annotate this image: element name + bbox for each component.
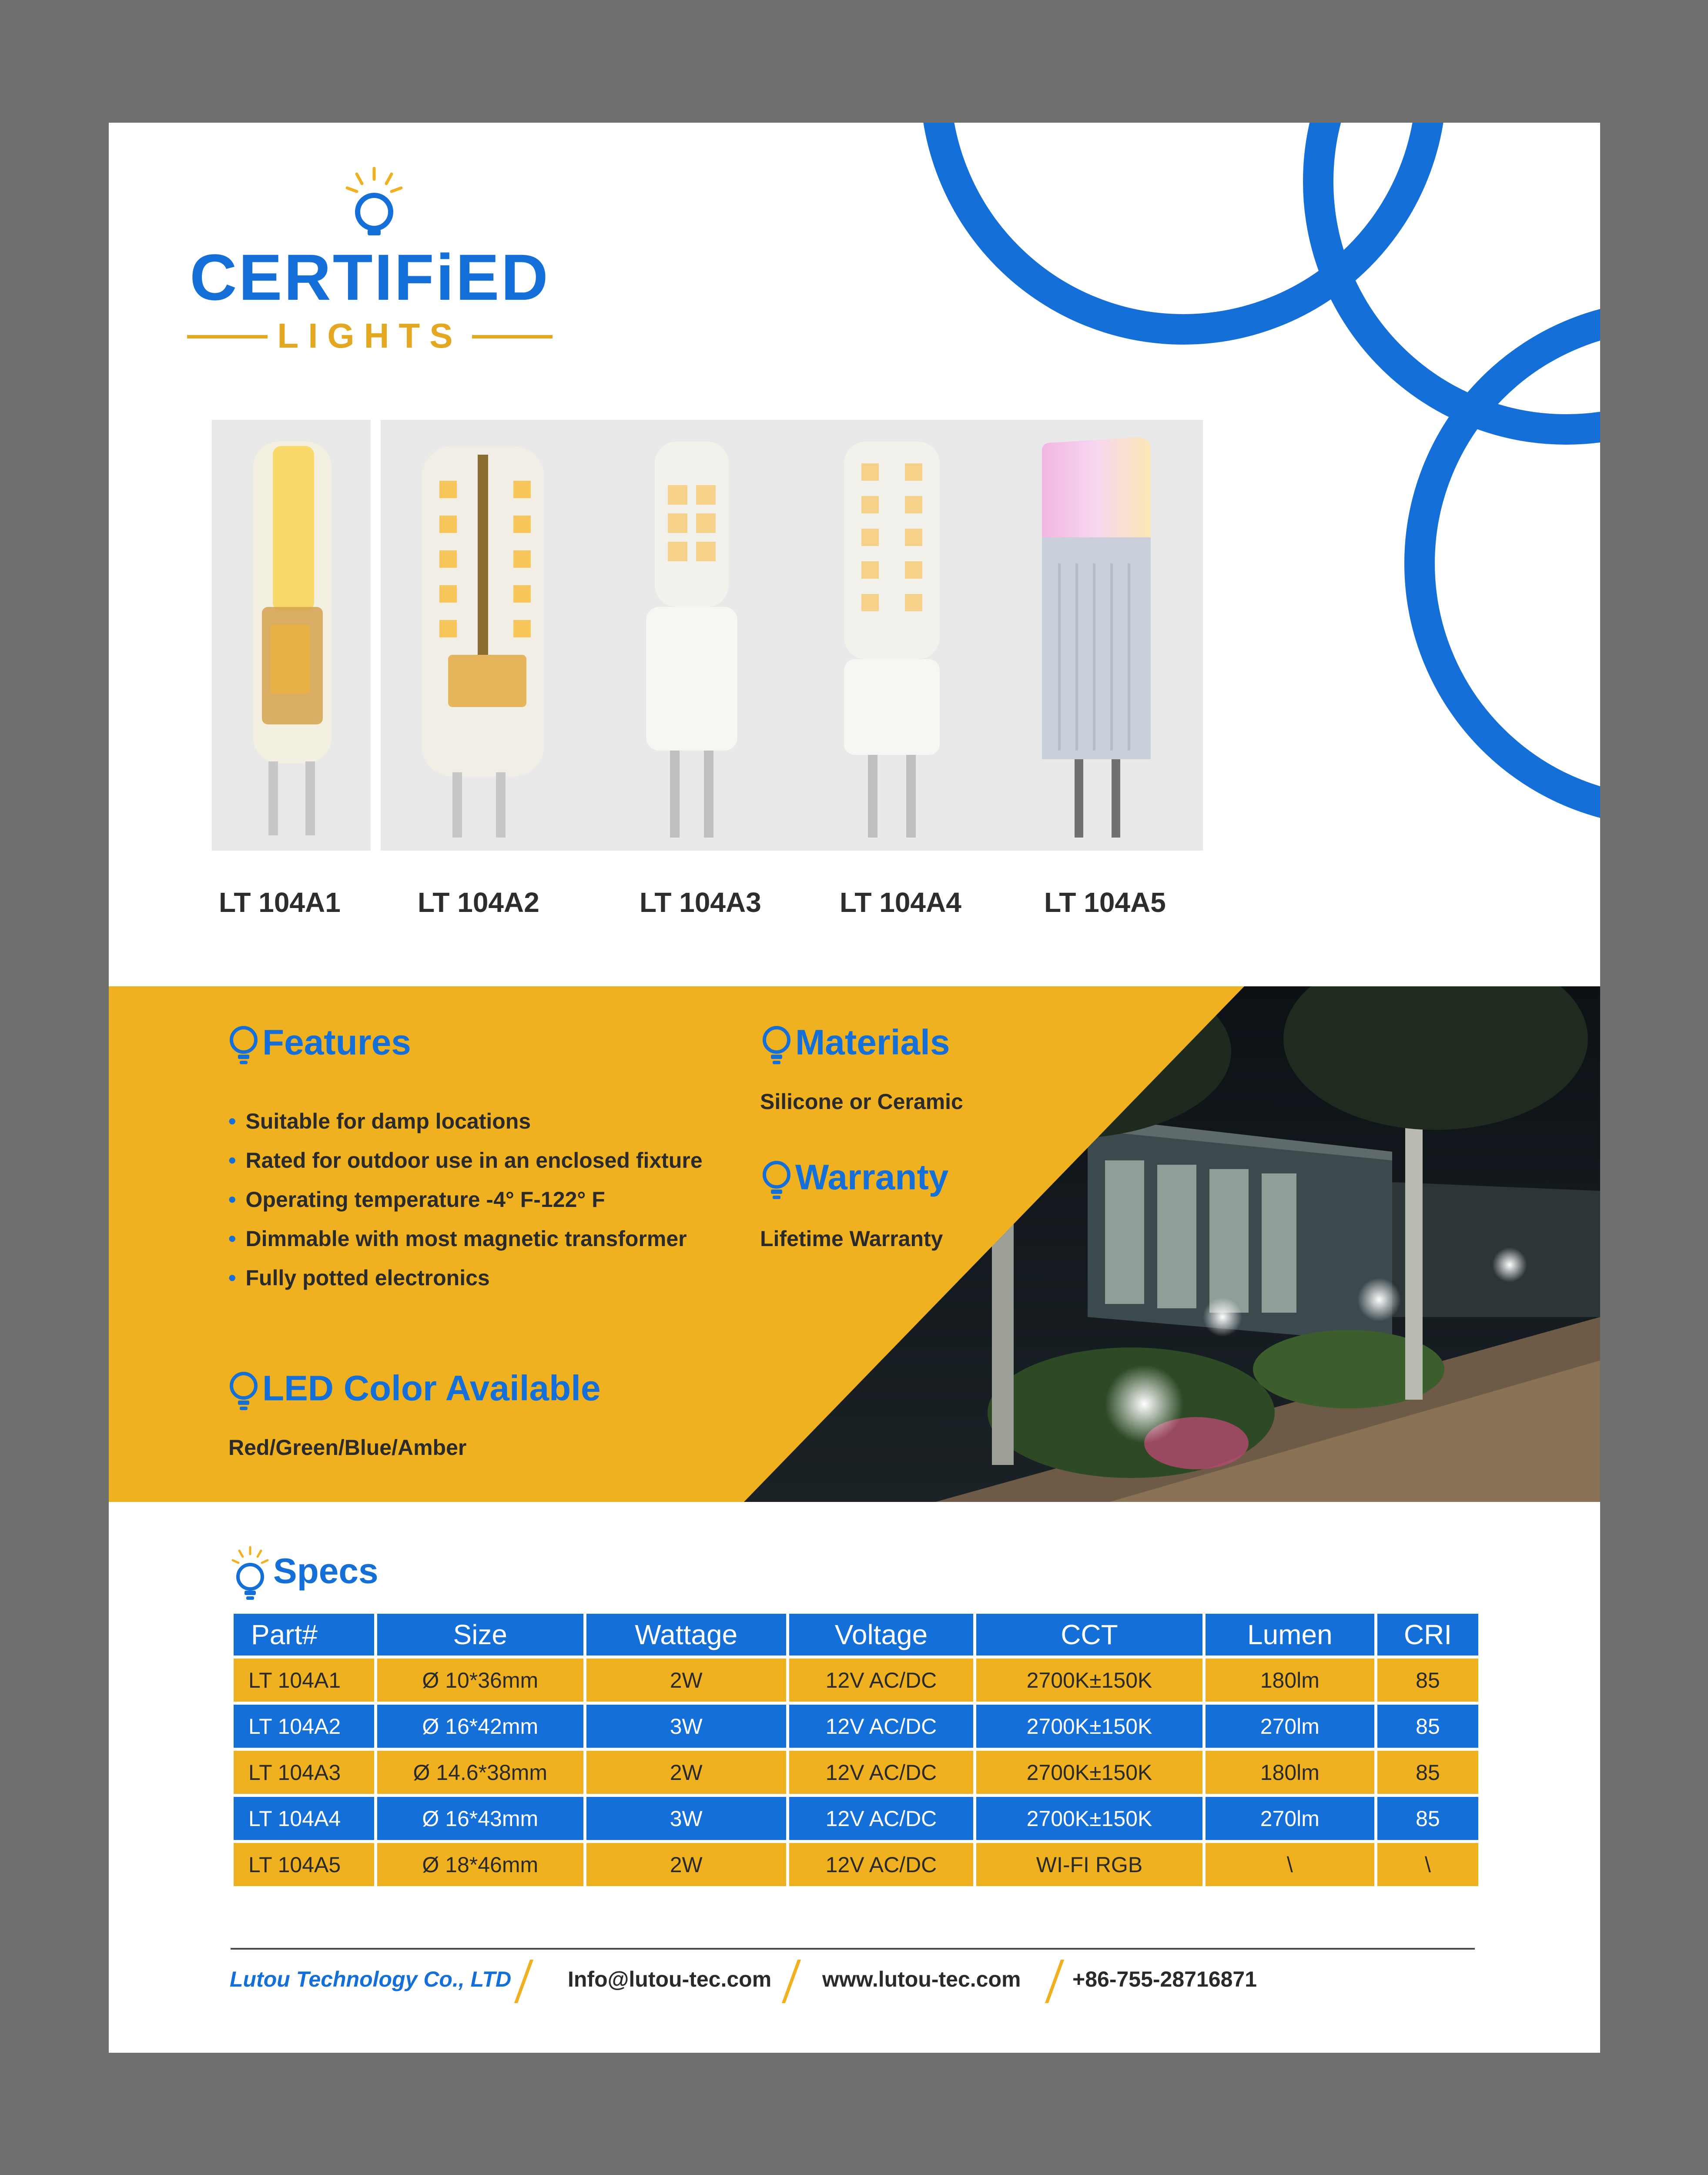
product-image-lt104a4	[824, 420, 959, 851]
materials-text: Silicone or Ceramic	[760, 1089, 963, 1114]
logo-divider	[472, 335, 553, 338]
table-row	[234, 1705, 1478, 1748]
warranty-text: Lifetime Warranty	[760, 1227, 943, 1251]
table-cell: LT 104A3	[234, 1751, 374, 1794]
table-cell: \	[1206, 1843, 1374, 1886]
table-cell: 2700K±150K	[976, 1797, 1202, 1840]
features-title: Features	[262, 1022, 411, 1062]
footer-phone: +86-755-28716871	[1072, 1967, 1257, 1991]
feature-item: • Dimmable with most magnetic transformer	[228, 1219, 703, 1258]
table-row	[234, 1797, 1478, 1840]
column-header: Lumen	[1206, 1614, 1374, 1656]
table-cell: Ø 16*42mm	[377, 1705, 583, 1748]
footer-separator	[514, 1960, 533, 2003]
table-cell: 12V AC/DC	[789, 1659, 974, 1702]
led-color-heading	[228, 1369, 601, 1413]
table-cell: 85	[1377, 1659, 1478, 1702]
table-cell: Ø 16*43mm	[377, 1797, 583, 1840]
table-cell: 2700K±150K	[976, 1705, 1202, 1748]
warranty-heading	[761, 1158, 948, 1202]
table-header-row	[234, 1614, 1478, 1656]
materials-heading	[761, 1023, 950, 1067]
feature-band	[109, 986, 1600, 1502]
table-row	[234, 1843, 1478, 1886]
column-header: Wattage	[586, 1614, 786, 1656]
led-color-text: Red/Green/Blue/Amber	[228, 1435, 467, 1460]
table-cell: 2700K±150K	[976, 1659, 1202, 1702]
table-cell: 85	[1377, 1797, 1478, 1840]
product-image-lt104a5	[1020, 420, 1177, 851]
footer-separator	[782, 1960, 801, 2003]
footer-divider	[231, 1948, 1475, 1950]
column-header: Part#	[234, 1614, 374, 1656]
product-image-lt104a3	[626, 420, 757, 851]
table-cell: 270lm	[1206, 1705, 1374, 1748]
table-cell: Ø 14.6*38mm	[377, 1751, 583, 1794]
column-header: CRI	[1377, 1614, 1478, 1656]
column-header: Size	[377, 1614, 583, 1656]
table-cell: 270lm	[1206, 1797, 1374, 1840]
table-row	[234, 1751, 1478, 1794]
table-cell: LT 104A4	[234, 1797, 374, 1840]
table-cell: 180lm	[1206, 1751, 1374, 1794]
lightbulb-icon	[231, 1545, 270, 1602]
feature-item: • Fully potted electronics	[228, 1258, 703, 1297]
specs-title: Specs	[273, 1551, 378, 1591]
table-cell: WI-FI RGB	[976, 1843, 1202, 1886]
footer-company: Lutou Technology Co., LTD	[230, 1967, 512, 1991]
table-cell: 12V AC/DC	[789, 1843, 974, 1886]
table-cell: 85	[1377, 1705, 1478, 1748]
table-row	[234, 1659, 1478, 1702]
table-cell: 2W	[586, 1659, 786, 1702]
table-cell: LT 104A5	[234, 1843, 374, 1886]
table-cell: 12V AC/DC	[789, 1797, 974, 1840]
logo-subtitle: LIGHTS	[277, 316, 462, 355]
warranty-title: Warranty	[795, 1157, 949, 1197]
footer-separator	[1045, 1960, 1064, 2003]
product-label: LT 104A2	[418, 887, 539, 918]
product-image-lt104a1	[212, 420, 371, 851]
table-cell: 3W	[586, 1705, 786, 1748]
product-label: LT 104A4	[840, 887, 961, 918]
specs-table	[231, 1611, 1481, 1889]
table-cell: 12V AC/DC	[789, 1751, 974, 1794]
table-cell: LT 104A2	[234, 1705, 374, 1748]
feature-item: • Operating temperature -4° F-122° F	[228, 1180, 703, 1219]
footer-email[interactable]: Info@lutou-tec.com	[568, 1967, 772, 1991]
column-header: CCT	[976, 1614, 1202, 1656]
table-cell: 2700K±150K	[976, 1751, 1202, 1794]
lightbulb-icon	[344, 166, 405, 240]
table-cell: 180lm	[1206, 1659, 1374, 1702]
lightbulb-icon	[761, 1023, 792, 1067]
product-label: LT 104A1	[219, 887, 341, 918]
specs-heading	[231, 1545, 378, 1602]
table-cell: Ø 18*46mm	[377, 1843, 583, 1886]
table-cell: 12V AC/DC	[789, 1705, 974, 1748]
lightbulb-icon	[228, 1369, 259, 1413]
flyer-page	[109, 123, 1600, 2053]
lightbulb-icon	[761, 1158, 792, 1202]
lightbulb-icon	[228, 1023, 259, 1067]
product-label: LT 104A5	[1044, 887, 1166, 918]
table-cell: 3W	[586, 1797, 786, 1840]
table-cell: LT 104A1	[234, 1659, 374, 1702]
brand-logo	[178, 149, 561, 353]
footer-website[interactable]: www.lutou-tec.com	[822, 1967, 1021, 1991]
table-cell: 2W	[586, 1843, 786, 1886]
column-header: Voltage	[789, 1614, 974, 1656]
table-cell: 2W	[586, 1751, 786, 1794]
features-heading	[228, 1023, 411, 1067]
led-color-title: LED Color Available	[262, 1368, 601, 1408]
table-cell: Ø 10*36mm	[377, 1659, 583, 1702]
feature-item: • Suitable for damp locations	[228, 1102, 703, 1141]
product-image-lt104a2	[396, 420, 561, 851]
product-label: LT 104A3	[640, 887, 761, 918]
materials-title: Materials	[795, 1022, 950, 1062]
feature-item: • Rated for outdoor use in an enclosed fixture	[228, 1141, 703, 1180]
table-cell: 85	[1377, 1751, 1478, 1794]
features-list	[228, 1102, 703, 1297]
table-cell: \	[1377, 1843, 1478, 1886]
logo-wordmark: CERTIFiED	[190, 241, 550, 314]
